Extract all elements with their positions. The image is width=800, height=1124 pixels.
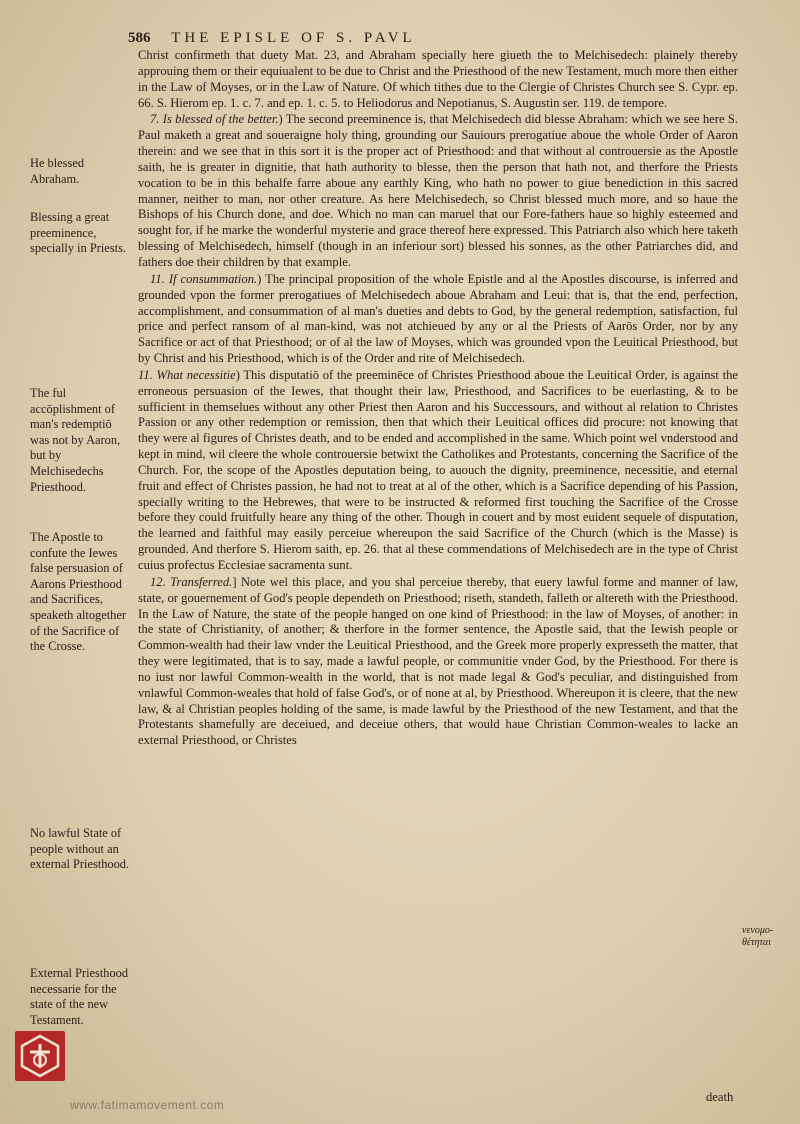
paragraph-transferred bbox=[138, 575, 738, 749]
side-note-blessing-preeminence: Blessing a great preeminence, specially in Priests. bbox=[30, 210, 127, 256]
paragraph-consummation-text: ) The principal proposition of the whole Epistle and al the Apostles discourse, is inferred and grounded vpon the former prerogatiues of Melchisedech aboue Abraham and Leui: that is, that the end, perfection, accomplishment, and consummation of al man's dueties and debts to God, by the general redemption, satisfaction, ful price and perfect ransom of al man-kind, was not atchieued by any or al the Priests of Aarōs Order, nor by any Sacrifice or act of that Priesthood; or of al the law of Moyses, which was grounded vpon the Leuitical Priesthood, but by Christ and his Priesthood, which is of the Order and rite of Melchisedech. bbox=[138, 271, 738, 366]
paragraph-tithes: Christ confirmeth that duety Mat. 23, and Abraham specially here giueth the to Melchisedech: plainely thereby approuing them or their equiualent to be due to Christ and the Priesthood of the new Testament, much more then either in the Law of Moyses, or in the Law of Nature. Of which tithes due to the Clergie of Christes Church see S. Cypr. ep. 66. S. Hierom ep. 1. c. 7. and ep. 1. c. 5. to Heliodorus and Nepotianus, S. Augustin ser. 119. de tempore. bbox=[138, 48, 738, 110]
paragraph-consummation bbox=[138, 272, 738, 367]
paragraph-transferred-text: ] Note wel this place, and you shal perceiue thereby, that euery lawful forme and manner of law, state, or gouernement of God's people dependeth on Priesthood; riseth, standeth, falleth or altereth with the Priesthood. In the Law of Nature, the state of the people hanged on one kind of Priesthood: in the law of Moyses, of another: in the state of Christianity, of another; & therfore in the former sentence, the Apostle said, that the Iewish people or Common-wealth had their law vnder the Leuitical Priesthood, and the Greek more properly expresseth the matter, that they were legitimated, that is to say, made a lawful people, or communitie vnder God, by the Priesthood. For there is no iust nor lawful Common-wealth in the world, that is not made legal & God's peculiar, and distinguished from vnlawful Common-weales that hold of false God's, or of none at al, by Priesthood. Whereupon it is cleere, that the new law, & al Christian peoples holding of the same, is made lawful by the Priesthood of the new Testament, and that the Protestants shamefully are deceiued, and deceiue others, that would haue Christian Common-weales to lacke an external Priesthood, or Christes bbox=[138, 574, 738, 748]
catchword: death bbox=[706, 1090, 734, 1104]
paragraph-necessitie bbox=[138, 368, 738, 574]
lemma-transferred: 12. Transferred. bbox=[150, 574, 233, 589]
side-note-accomplishment: The ful accōplishment of man's redemptiō was not by Aaron, but by Melchisedechs Priesthood. bbox=[30, 386, 121, 494]
paragraph-necessitie-text: ) This disputatiō of the preeminēce of Christes Priesthood aboue the Leuitical Order, is against the erroneous persuasion of the Iewes, that thought their law, Priesthood, and Sacrifices to be euerlasting, & to be sufficient in themselues without any other Priest then Aaron and his Successours, and without al relation to Christes Passion or any other redemption or remission, then that which their Leuitical offices did procure: not knowing that they were al figures of Christes death, and to be ended and accomplished in the same. Which point wel vnderstood and kept in mind, wil cleere the whole controuersie betwixt the Catholikes and Protestants, concerning the Sacrifice of the Church. For, the scope of the Apostles deputation being, to auouch the dignity, preeminence, necessitie, and eternal fruit and effect of Christes passion, he had not to treat at al of the other, which is a Sacrifice depending of his Passion, specially writing to the Hebrewes, that were to be instructed & reformed first touching the Sacrifice of the Crosse before they could fruitfully heare any thing of the other. Though in couert and by most euident sequele of disputation, the learned and faithful may easily perceiue whereupon the said Sacrifice of the Church (which is the Masse) is grounded. And therfore S. Hierom saith, ep. 26. that al these commendations of Melchisedech are in the type of Christ cuius profectus Ecclesiae sacramenta sunt. bbox=[138, 367, 738, 572]
paragraph-blessing-text: ) The second preeminence is, that Melchisedech did blesse Abraham: which we see here S. Paul maketh a great and soueraigne holy thing, grounding our Sauiours prerogatiue aboue the whole Order of Aaron therein: and we see that in this sort it is the proper act of Priesthood: and that without al controuersie as the Apostle saith, he is greater in dignitie, that hath authority to blesse, then the person that hath not, and therfore the Priests vocation to be in this behalfe farre aboue any earthly King, who hath no power to giue benediction in this sacred manner, neither to man, nor other creature. As here Melchisedech, so Christ blessed much more, and so haue the Bishops of his Church done, and doe. Which no man can maruel that our Fore-fathers haue so highly esteemed and sought for, if he marke the wonderful mysterie and grace thereof here expressed. This Patriarch also which here taketh blessing of Melchisedech, himself (though in an inferiour sort) blessed his sonnes, as the other Patriarches did, and fathers doe their children by that example. bbox=[138, 112, 739, 269]
fatima-logo-icon bbox=[14, 1030, 66, 1082]
side-note-lawful-state: No lawful State of people without an external Priesthood. bbox=[30, 826, 130, 872]
side-note-blessed-abraham: He blessed Abraham. bbox=[30, 156, 85, 186]
paragraph-blessing bbox=[138, 112, 738, 270]
lemma-blessing: 7. Is blessed of the better. bbox=[150, 112, 279, 127]
greek-margin-note: νενομο-θέτηται bbox=[742, 925, 774, 948]
page-header bbox=[128, 30, 748, 47]
page-number: 586 bbox=[128, 30, 151, 46]
side-note-external-priesthood: External Priesthood necessarie for the state of the new Testament. bbox=[30, 966, 129, 1027]
main-text bbox=[138, 48, 738, 750]
watermark-url: www.fatimamovement.com bbox=[70, 1098, 225, 1112]
running-title: THE EPISLE OF S. PAVL bbox=[171, 30, 416, 46]
side-note-apostle-confute: The Apostle to confute the Iewes false persuasion of Aarons Priesthood and Sacrifices, speaketh altogether of the Sacrifice of the Crosse. bbox=[30, 530, 126, 654]
lemma-necessitie: 11. What necessitie bbox=[138, 367, 236, 382]
lemma-consummation: 11. If consummation. bbox=[150, 271, 258, 286]
